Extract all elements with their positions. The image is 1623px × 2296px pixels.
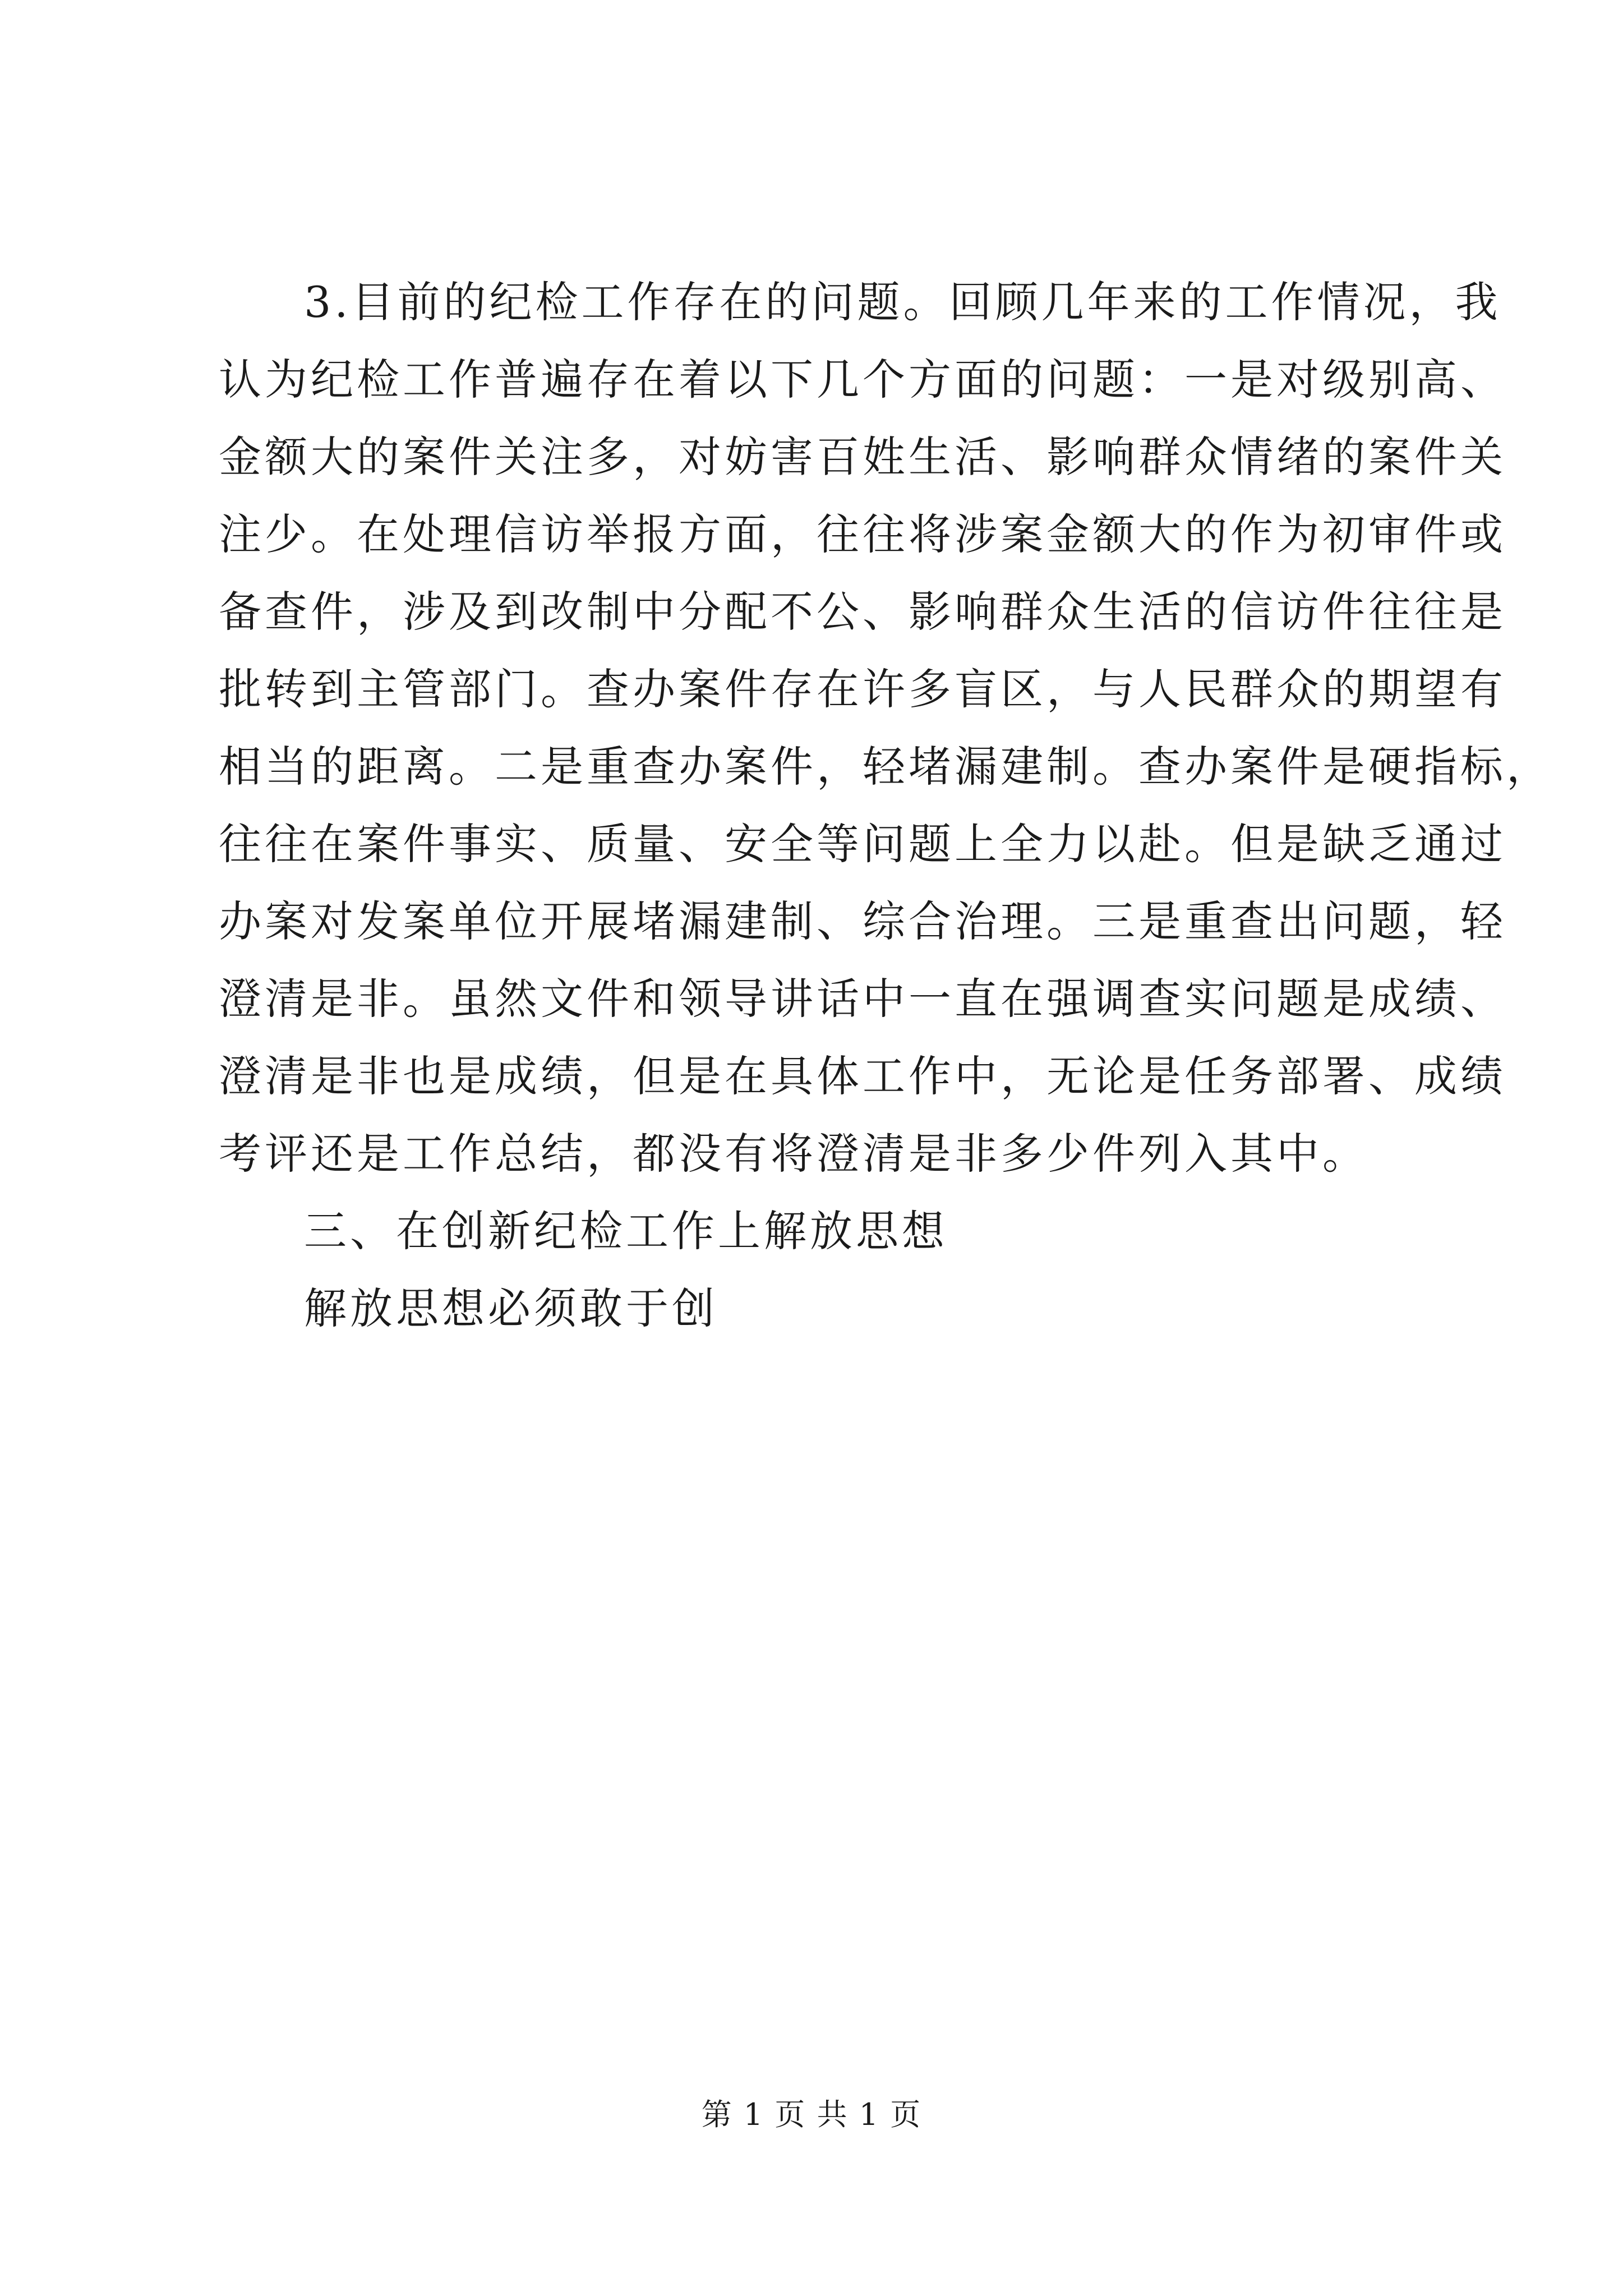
paragraph-line: 3.目前的纪检工作存在的问题。回顾几年来的工作情况，我 (304, 277, 1501, 327)
paragraph-line: 认为纪检工作普遍存在着以下几个方面的问题：一是对级别高、 (219, 355, 1506, 404)
paragraph-line: 澄清是非。虽然文件和领导讲话中一直在强调查实问题是成绩、 (219, 974, 1506, 1024)
paragraph-line: 备查件，涉及到改制中分配不公、影响群众生活的信访件往往是 (219, 587, 1506, 637)
document-body (219, 264, 1552, 1347)
paragraph-line: 相当的距离。二是重查办案件，轻堵漏建制。查办案件是硬指标， (219, 742, 1552, 792)
paragraph-line: 澄清是非也是成绩，但是在具体工作中，无论是任务部署、成绩 (219, 1051, 1506, 1101)
paragraph-line: 考评还是工作总结，都没有将澄清是非多少件列入其中。 (219, 1129, 1368, 1179)
page-footer: 第 1 页 共 1 页 (701, 2097, 922, 2132)
section-heading: 三、在创新纪检工作上解放思想 (304, 1206, 948, 1256)
paragraph-line: 批转到主管部门。查办案件存在许多盲区，与人民群众的期望有 (219, 664, 1506, 714)
paragraph-line: 办案对发案单位开展堵漏建制、综合治理。三是重查出问题，轻 (219, 896, 1506, 946)
paragraph-line: 解放思想必须敢于创 (304, 1283, 718, 1333)
paragraph-line: 往往在案件事实、质量、安全等问题上全力以赴。但是缺乏通过 (219, 819, 1506, 869)
paragraph-line: 注少。在处理信访举报方面，往往将涉案金额大的作为初审件或 (219, 509, 1506, 559)
paragraph-line: 金额大的案件关注多，对妨害百姓生活、影响群众情绪的案件关 (219, 432, 1506, 482)
